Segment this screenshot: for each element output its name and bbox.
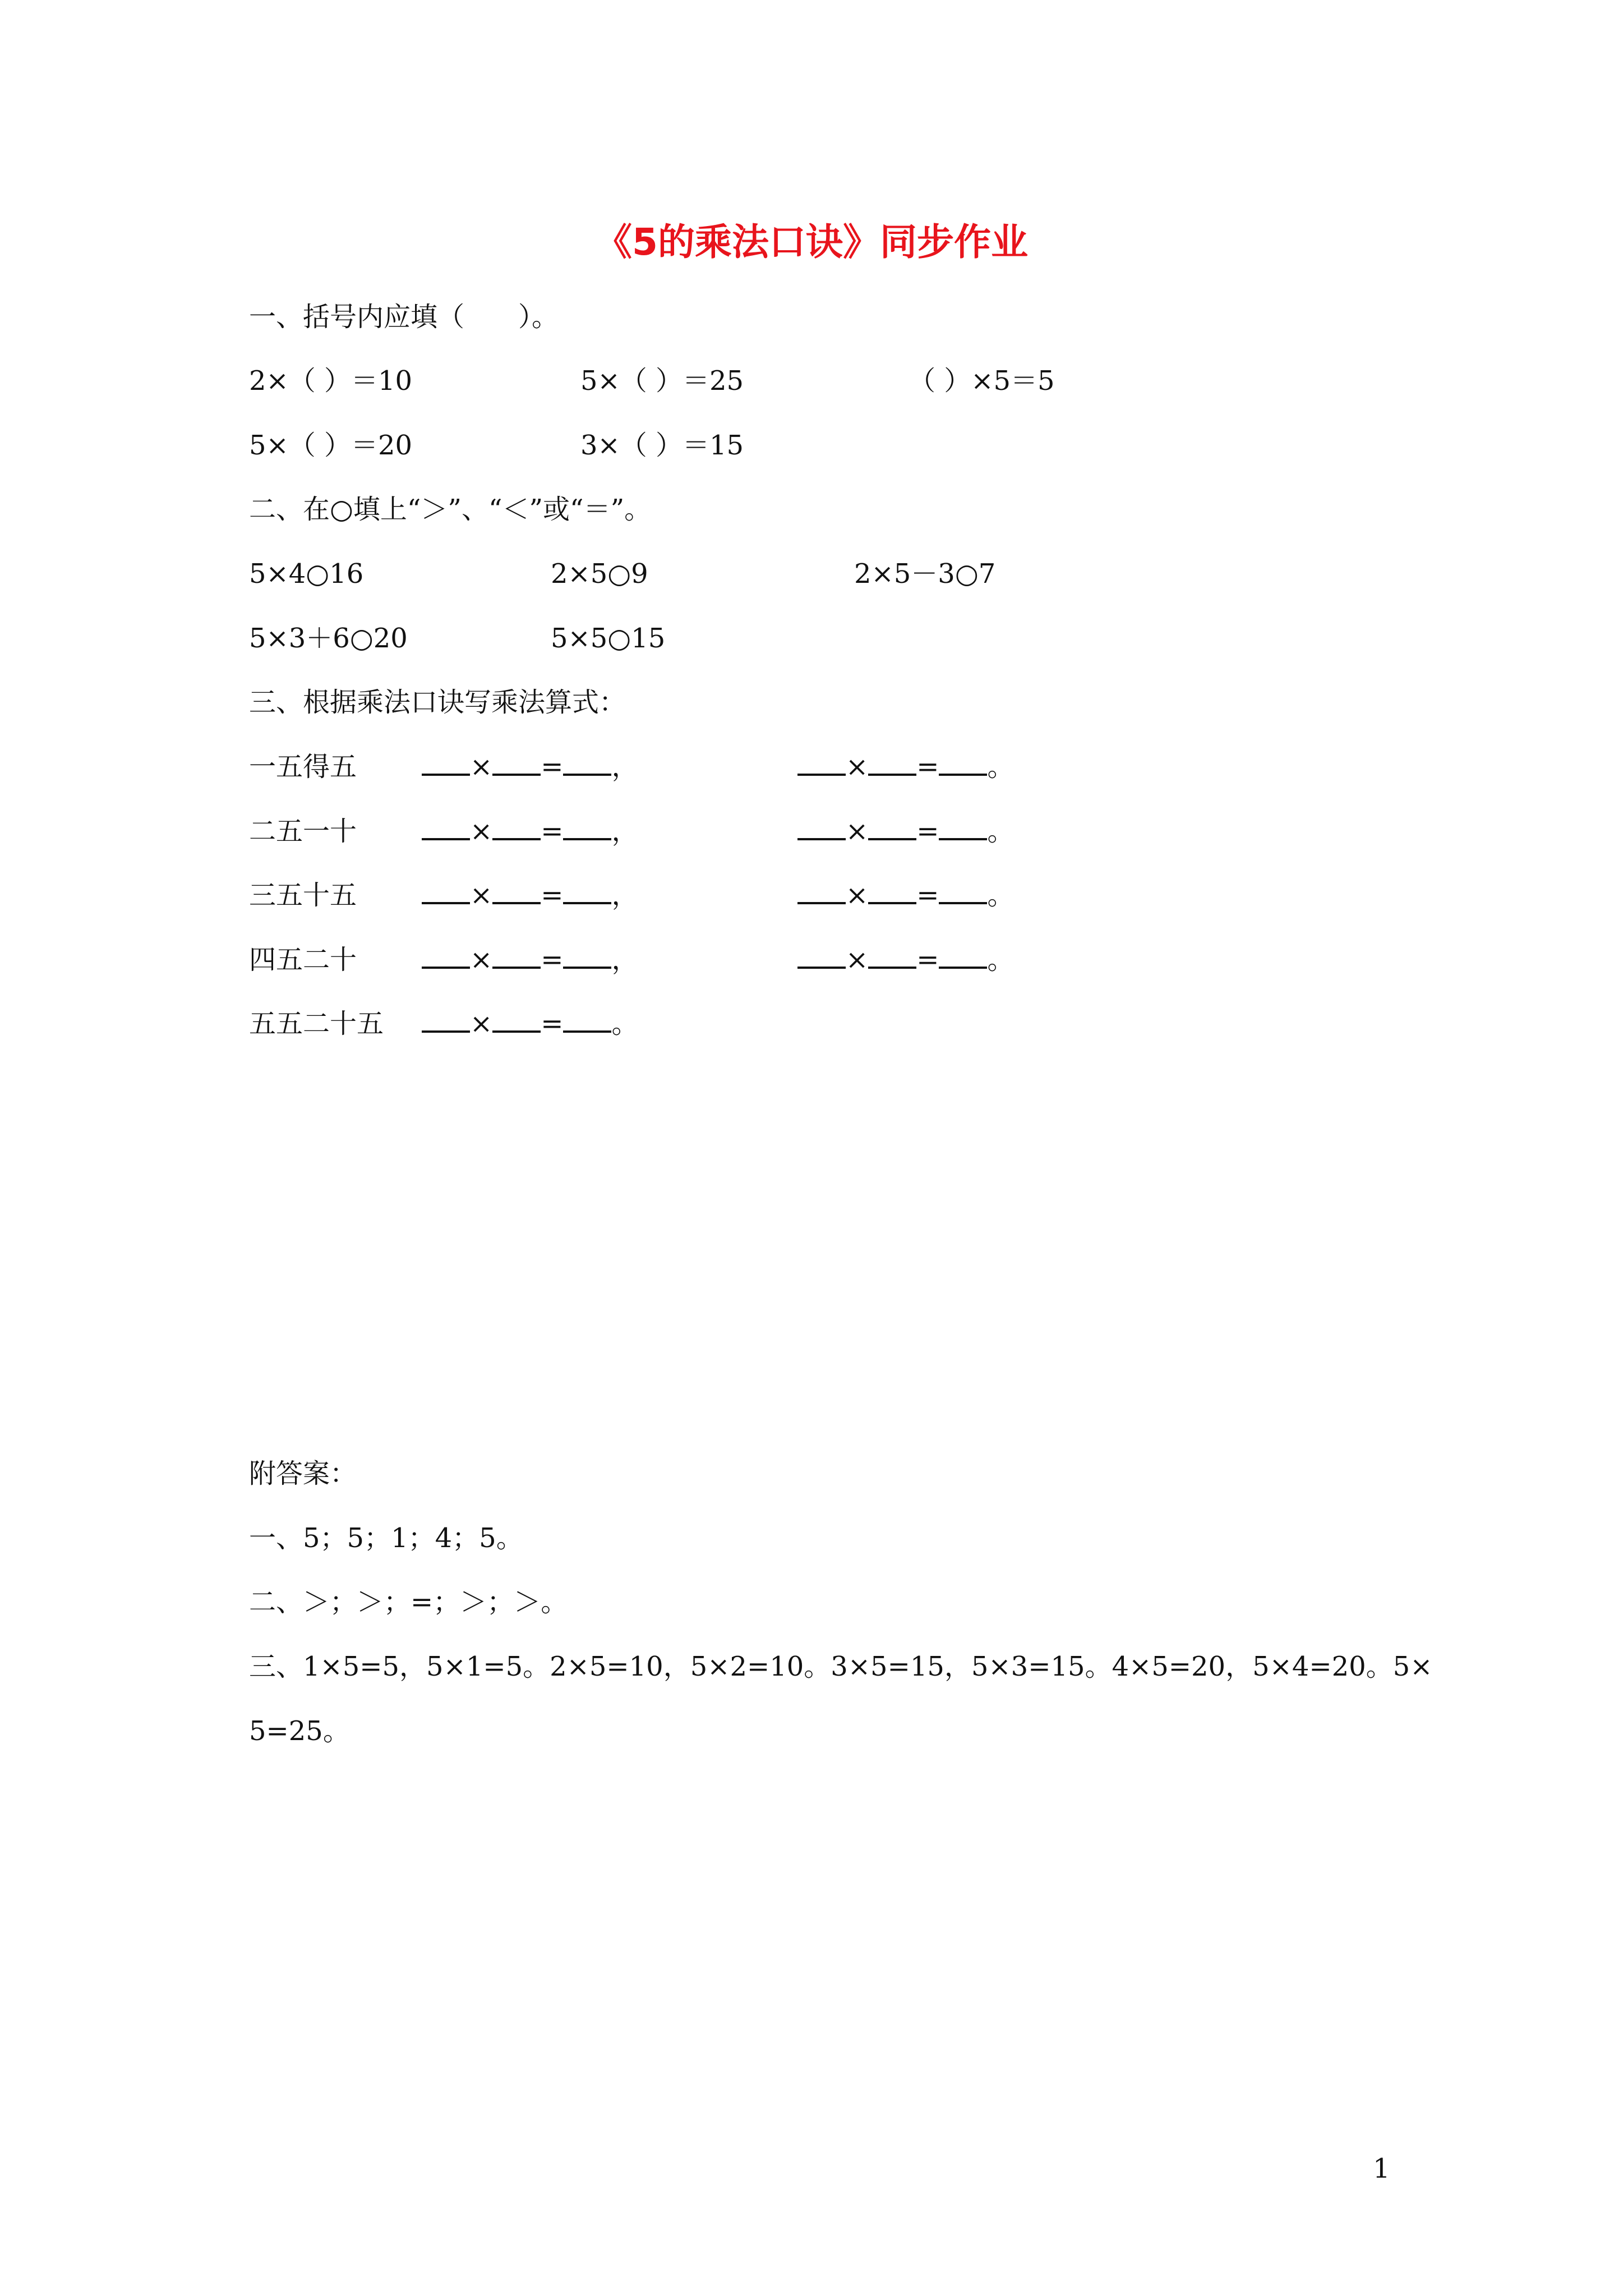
answer-section-2: 二、＞；＞；=；＞；＞。 xyxy=(249,1586,568,1618)
blank-equation-3b: × = 。 xyxy=(797,878,1014,912)
answer-blank[interactable] xyxy=(797,880,846,904)
answer-blank[interactable] xyxy=(422,816,470,840)
blank-equation-2a: × = ， xyxy=(422,815,638,848)
s1-problem-5: 3×（ ）＝15 xyxy=(580,430,744,461)
s2-problem-4: 5×3＋6○20 xyxy=(249,623,408,654)
answer-blank[interactable] xyxy=(939,751,987,776)
answer-blank[interactable] xyxy=(939,880,987,904)
answer-blank[interactable] xyxy=(422,751,470,776)
answer-blank[interactable] xyxy=(492,1008,541,1033)
answer-blank[interactable] xyxy=(939,944,987,969)
answer-blank[interactable] xyxy=(868,751,916,776)
answer-blank[interactable] xyxy=(563,944,611,969)
blank-equation-3a: × = ， xyxy=(422,878,638,912)
page-number: 1 xyxy=(1373,2153,1390,2184)
rhyme-3: 三五十五 xyxy=(249,880,357,911)
rhyme-1: 一五得五 xyxy=(249,751,357,783)
answer-blank[interactable] xyxy=(492,880,541,904)
section-2-heading: 二、在○填上“＞”、“＜”或“＝”。 xyxy=(249,494,652,525)
answer-blank[interactable] xyxy=(797,751,846,776)
answer-blank[interactable] xyxy=(492,944,541,969)
s2-problem-3: 2×5－3○7 xyxy=(854,558,996,590)
answer-section-1: 一、5；5；1；4；5。 xyxy=(249,1522,523,1554)
answer-blank[interactable] xyxy=(868,944,916,969)
answer-section-3-line-1: 三、1×5=5，5×1=5。2×5=10，5×2=10。3×5=15，5×3=15。4×5=20，5×4=20。5× xyxy=(249,1651,1433,1682)
s1-problem-2: 5×（ ）＝25 xyxy=(580,365,744,397)
s1-problem-3: （ ）×5＝5 xyxy=(909,365,1055,397)
answer-blank[interactable] xyxy=(868,880,916,904)
answer-blank[interactable] xyxy=(563,816,611,840)
answer-blank[interactable] xyxy=(563,751,611,776)
blank-equation-5a: × = 。 xyxy=(422,1007,638,1041)
section-1-heading: 一、括号内应填（ ）。 xyxy=(249,301,559,333)
answer-blank[interactable] xyxy=(797,944,846,969)
answer-blank[interactable] xyxy=(492,816,541,840)
answer-blank[interactable] xyxy=(563,880,611,904)
section-3-heading: 三、根据乘法口诀写乘法算式： xyxy=(249,687,626,718)
s2-problem-5: 5×5○15 xyxy=(551,623,666,654)
answer-blank[interactable] xyxy=(939,816,987,840)
answers-heading: 附答案： xyxy=(249,1458,357,1489)
s2-problem-2: 2×5○9 xyxy=(551,558,648,590)
answer-blank[interactable] xyxy=(492,751,541,776)
rhyme-4: 四五二十 xyxy=(249,944,357,976)
blank-equation-2b: × = 。 xyxy=(797,815,1014,848)
answer-section-3-line-2: 5=25。 xyxy=(249,1715,350,1747)
answer-blank[interactable] xyxy=(422,880,470,904)
answer-blank[interactable] xyxy=(422,944,470,969)
answer-blank[interactable] xyxy=(422,1008,470,1033)
blank-equation-4a: × = ， xyxy=(422,943,638,977)
worksheet-title: 《5的乘法口诀》同步作业 xyxy=(595,220,1028,264)
blank-equation-1a: × = ， xyxy=(422,750,638,784)
answer-blank[interactable] xyxy=(563,1008,611,1033)
blank-equation-4b: × = 。 xyxy=(797,943,1014,977)
answer-blank[interactable] xyxy=(868,816,916,840)
blank-equation-1b: × = 。 xyxy=(797,750,1014,784)
rhyme-2: 二五一十 xyxy=(249,816,357,847)
rhyme-5: 五五二十五 xyxy=(249,1008,384,1039)
answer-blank[interactable] xyxy=(797,816,846,840)
s1-problem-4: 5×（ ）＝20 xyxy=(249,430,413,461)
s2-problem-1: 5×4○16 xyxy=(249,558,364,590)
s1-problem-1: 2×（ ）＝10 xyxy=(249,365,413,397)
